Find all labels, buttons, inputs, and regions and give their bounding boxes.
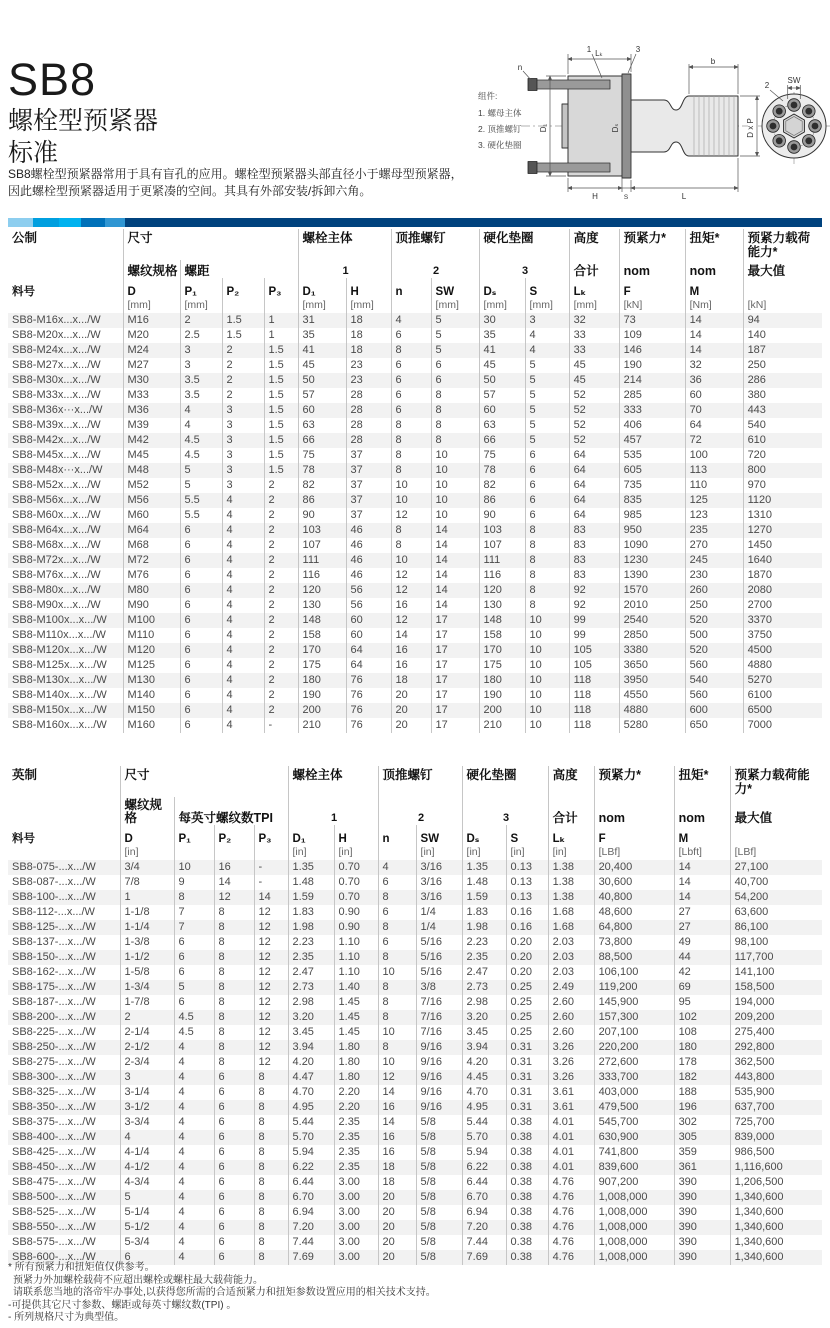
- table-row: SB8-M20x...x.../W M20 2.5 1.5 1 35 18 6 5 35 4 33 109 14 140: [8, 328, 822, 343]
- metric-table-body: [8, 313, 822, 733]
- table-row: SB8-187-...x.../W 1-7/8 6 8 12 2.98 1.45 8 7/16 2.98 0.25 2.60 145,900 95 194,000: [8, 995, 822, 1010]
- col-f-unit: [LBf]: [598, 846, 621, 858]
- footnote-line: * 所有预紧力和扭矩值仅供参考。: [8, 1262, 155, 1273]
- col-d-symbol: D: [124, 833, 133, 845]
- sub-height-total: 合计: [569, 260, 619, 278]
- table-row: SB8-M64x...x.../W M64 6 4 2 103 46 8 14 103 8 83 950 235 1270: [8, 523, 822, 538]
- front-view: [758, 76, 830, 164]
- table-row: SB8-M42x...x.../W M42 4.5 3 1.5 66 28 8 8 66 5 52 457 72 610: [8, 433, 822, 448]
- col-ds-symbol: Dₛ: [483, 286, 497, 298]
- table-row: SB8-M130x...x.../W M130 6 4 2 180 76 18 17 180 10 118 3950 540 5270: [8, 673, 822, 688]
- dim-label-lk: Lₖ: [595, 49, 603, 58]
- product-variant: 标准: [8, 139, 59, 167]
- tensioner-drawing: [476, 38, 830, 216]
- table-row: SB8-275-...x.../W 2-3/4 4 8 12 4.20 1.80 10 9/16 4.20 0.31 3.26 272,600 178 362,500: [8, 1055, 822, 1070]
- table-row: SB8-M140x...x.../W M140 6 4 2 190 76 20 17 190 10 118 4550 560 6100: [8, 688, 822, 703]
- region-label: 英制: [12, 768, 38, 782]
- legend-title: 组件:: [478, 91, 498, 101]
- col-p3-unit: [269, 299, 296, 312]
- table-row: SB8-575-...x.../W 5-3/4 4 6 8 7.44 3.00 20 5/8 7.44 0.38 4.76 1,008,000 390 1,340,600: [8, 1235, 822, 1250]
- col-m-unit: [Nm]: [689, 299, 712, 311]
- region-label: 公制: [12, 231, 38, 245]
- title-block: [8, 56, 158, 168]
- col-f-symbol: F: [598, 833, 606, 845]
- table-row: SB8-M160x...x.../W M160 6 4 - 210 76 20 17 210 10 118 5280 650 7000: [8, 718, 822, 733]
- accent-segment: [8, 218, 33, 227]
- table-row: SB8-M52x...x.../W M52 5 3 2 82 37 10 10 82 6 64 735 110 970: [8, 478, 822, 493]
- component-ref-1: 1: [298, 260, 391, 278]
- sub-tpi: 每英寸螺纹数TPI: [174, 797, 288, 825]
- col-sw-symbol: SW: [435, 286, 455, 298]
- accent-bar: [8, 218, 822, 227]
- table-row: SB8-M36x···x.../W M36 4 3 1.5 60 28 6 8 60 5 52 333 70 443: [8, 403, 822, 418]
- product-diagram: [476, 38, 830, 216]
- col-cap-symbol: [748, 286, 820, 299]
- table-row: SB8-225-...x.../W 2-1/4 4.5 8 12 3.45 1.45 10 7/16 3.45 0.25 2.60 207,100 108 275,400: [8, 1025, 822, 1040]
- imperial-table-body: [8, 860, 822, 1265]
- accent-segment: [81, 218, 105, 227]
- col-p2-symbol: P₂: [218, 833, 232, 845]
- jackbolt-top: [536, 80, 610, 89]
- component-ref-2: 2: [378, 797, 462, 825]
- legend-item-jack-screw: 2. 顶推螺钉: [478, 124, 522, 134]
- group-washer: 硬化垫圈: [462, 766, 548, 797]
- table-row: SB8-M72x...x.../W M72 6 4 2 111 46 10 14 111 8 83 1230 245 1640: [8, 553, 822, 568]
- col-d-symbol: D: [127, 286, 136, 298]
- footnote-line: - 所列规格尺寸为典型值。: [8, 1312, 125, 1323]
- table-row: SB8-M100x...x.../W M100 6 4 2 148 60 12 17 148 10 99 2540 520 3370: [8, 613, 822, 628]
- table-row: SB8-M90x...x.../W M90 6 4 2 130 56 16 14 130 8 92 2010 250 2700: [8, 598, 822, 613]
- col-p1-unit: [179, 846, 212, 859]
- group-jack-screw: 顶推螺钉: [378, 766, 462, 797]
- footnote-line: 预紧力外加螺栓载荷不应超出螺栓或螺柱最大载荷能力。: [13, 1274, 263, 1286]
- jackbolt-bottom: [536, 163, 610, 172]
- col-cap-unit: [kN]: [747, 299, 767, 311]
- dim-label-ds: Dₛ: [611, 123, 620, 133]
- table-row: SB8-M120x...x.../W M120 6 4 2 170 64 16 17 170 10 105 3380 520 4500: [8, 643, 822, 658]
- col-f-symbol: F: [623, 286, 631, 298]
- col-cap-unit: [LBf]: [734, 846, 757, 858]
- table-row: SB8-375-...x.../W 3-3/4 4 6 8 5.44 2.35 14 5/8 5.44 0.38 4.01 545,700 302 725,700: [8, 1115, 822, 1130]
- footnote-line: -可提供其它尺寸参数、螺距或每英寸螺纹数(TPI) 。: [8, 1299, 237, 1311]
- imperial-table: [8, 766, 822, 1265]
- col-p1-symbol: P₁: [178, 833, 191, 845]
- col-s-symbol: S: [529, 286, 538, 298]
- hardened-washer: [622, 74, 631, 178]
- table-row: SB8-M60x...x.../W M60 5.5 4 2 90 37 12 10 90 6 64 985 123 1310: [8, 508, 822, 523]
- component-ref-2: 2: [391, 260, 479, 278]
- group-height: 高度: [548, 766, 594, 797]
- table-row: SB8-325-...x.../W 3-1/4 4 6 8 4.70 2.20 14 9/16 4.70 0.31 3.61 403,000 188 535,900: [8, 1085, 822, 1100]
- col-n-unit: [383, 846, 414, 859]
- col-p2-unit: [227, 299, 262, 312]
- callout-1: 1: [586, 45, 592, 54]
- metric-table: [8, 229, 822, 733]
- callout-3: 3: [635, 45, 641, 54]
- col-ds-symbol: Dₛ: [466, 833, 480, 845]
- dim-label-sw: SW: [787, 76, 801, 85]
- sub-thread-spec: 螺纹规格: [123, 260, 180, 278]
- component-ref-1: 1: [288, 797, 378, 825]
- col-n-unit: [396, 299, 429, 312]
- col-cap-symbol: [735, 833, 820, 846]
- dim-label-l: L: [681, 192, 687, 201]
- table-row: SB8-M33x...x.../W M33 3.5 2 1.5 57 28 6 8 57 5 52 285 60 380: [8, 388, 822, 403]
- table-row: SB8-200-...x.../W 2 4.5 8 12 3.20 1.45 8 7/16 3.20 0.25 2.60 157,300 102 209,200: [8, 1010, 822, 1025]
- group-size: 尺寸: [120, 766, 288, 797]
- col-p3-symbol: P₃: [258, 833, 272, 845]
- col-p1-unit: [mm]: [184, 299, 208, 311]
- col-h-unit: [mm]: [350, 299, 374, 311]
- footnote-line: 请联系您当地的洛帝牢办事处,以获得您所需的合适预紧力和扭矩参数设置应用的相关技术支持。: [13, 1287, 436, 1298]
- table-row: SB8-M150x...x.../W M150 6 4 2 200 76 20 17 200 10 118 4880 600 6500: [8, 703, 822, 718]
- table-row: SB8-075-...x.../W 3/4 10 16 - 1.35 0.70 4 3/16 1.35 0.13 1.38 20,400 14 27,100: [8, 860, 822, 875]
- part-number-label: 料号: [12, 833, 35, 845]
- accent-segment: [125, 218, 822, 227]
- col-d1-symbol: D₁: [292, 833, 306, 845]
- col-ds-unit: [mm]: [483, 299, 507, 311]
- product-description: [8, 166, 478, 200]
- col-sw-symbol: SW: [420, 833, 440, 845]
- dim-label-d1: D₁: [539, 123, 548, 133]
- col-sw-unit: [in]: [420, 846, 435, 858]
- col-lk-unit: [mm]: [573, 299, 597, 311]
- group-size: 尺寸: [123, 229, 298, 260]
- group-torque: 扭矩*: [674, 766, 730, 797]
- component-ref-3: 3: [462, 797, 548, 825]
- col-m-unit: [Lbft]: [678, 846, 702, 858]
- col-m-symbol: M: [678, 833, 689, 845]
- col-s-unit: [mm]: [529, 299, 553, 311]
- sub-capacity-max: 最大值: [730, 797, 822, 825]
- col-s-symbol: S: [510, 833, 519, 845]
- sub-capacity-max: 最大值: [743, 260, 822, 278]
- footnotes: [8, 1262, 436, 1325]
- legend-item-nut-body: 1. 螺母主体: [478, 108, 522, 118]
- col-h-symbol: H: [338, 833, 347, 845]
- table-row: SB8-M24x...x.../W M24 3 2 1.5 41 18 8 5 41 4 33 146 14 187: [8, 343, 822, 358]
- col-ds-unit: [in]: [466, 846, 481, 858]
- group-torque: 扭矩*: [685, 229, 743, 260]
- table-row: SB8-M30x...x.../W M30 3.5 2 1.5 50 23 6 6 50 5 45 214 36 286: [8, 373, 822, 388]
- sub-torque-nom: nom: [674, 797, 730, 825]
- table-row: SB8-M39x...x.../W M39 4 3 1.5 63 28 8 8 63 5 52 406 64 540: [8, 418, 822, 433]
- table-row: SB8-137-...x.../W 1-3/8 6 8 12 2.23 1.10 6 5/16 2.23 0.20 2.03 73,800 49 98,100: [8, 935, 822, 950]
- table-row: SB8-125-...x.../W 1-1/4 7 8 12 1.98 0.90 8 1/4 1.98 0.16 1.68 64,800 27 86,100: [8, 920, 822, 935]
- accent-segment: [105, 218, 125, 227]
- col-h-symbol: H: [350, 286, 359, 298]
- table-row: SB8-450-...x.../W 4-1/2 4 6 8 6.22 2.35 18 5/8 6.22 0.38 4.01 839,600 361 1,116,600: [8, 1160, 822, 1175]
- col-f-unit: [kN]: [623, 299, 643, 311]
- component-ref-3: 3: [479, 260, 569, 278]
- part-number-label: 料号: [12, 286, 35, 298]
- bolt-shaft: [631, 96, 738, 156]
- col-n-symbol: n: [395, 286, 403, 298]
- group-preload: 预紧力*: [619, 229, 685, 260]
- col-p2-unit: [219, 846, 252, 859]
- col-d-unit: [mm]: [127, 299, 151, 311]
- col-d1-unit: [in]: [292, 846, 307, 858]
- table-row: SB8-162-...x.../W 1-5/8 6 8 12 2.47 1.10 10 5/16 2.47 0.20 2.03 106,100 42 141,100: [8, 965, 822, 980]
- group-washer: 硬化垫圈: [479, 229, 569, 260]
- col-p1-symbol: P₁: [184, 286, 197, 298]
- group-bolt-body: 螺栓主体: [298, 229, 391, 260]
- group-capacity: 预紧力载荷能力*: [730, 766, 822, 797]
- col-m-symbol: M: [689, 286, 700, 298]
- table-row: SB8-M48x···x.../W M48 5 3 1.5 78 37 8 10 78 6 64 605 113 800: [8, 463, 822, 478]
- table-row: SB8-600-...x.../W 6 4 6 8 7.69 3.00 20 5/8 7.69 0.38 4.76 1,008,000 390 1,340,600: [8, 1250, 822, 1265]
- table-row: SB8-M76x...x.../W M76 6 4 2 116 46 12 14 116 8 83 1390 230 1870: [8, 568, 822, 583]
- description-line-1: SB8螺栓型预紧器常用于具有盲孔的应用。螺栓型预紧器头部直径小于螺母型预紧器，: [8, 167, 463, 181]
- table-row: SB8-500-...x.../W 5 4 6 8 6.70 3.00 20 5/8 6.70 0.38 4.76 1,008,000 390 1,340,600: [8, 1190, 822, 1205]
- table-row: SB8-300-...x.../W 3 4 6 8 4.47 1.80 12 9/16 4.45 0.31 3.26 333,700 182 443,800: [8, 1070, 822, 1085]
- col-d-unit: [in]: [124, 846, 139, 858]
- accent-segment: [59, 218, 81, 227]
- col-d1-unit: [mm]: [302, 299, 326, 311]
- table-row: SB8-175-...x.../W 1-3/4 5 8 12 2.73 1.40 8 3/8 2.73 0.25 2.49 119,200 69 158,500: [8, 980, 822, 995]
- sub-pitch: 螺距: [180, 260, 298, 278]
- table-row: SB8-525-...x.../W 5-1/4 4 6 8 6.94 3.00 20 5/8 6.94 0.38 4.76 1,008,000 390 1,340,600: [8, 1205, 822, 1220]
- table-row: SB8-M110x...x.../W M110 6 4 2 158 60 14 17 158 10 99 2850 500 3750: [8, 628, 822, 643]
- table-row: SB8-M16x...x.../W M16 2 1.5 1 31 18 4 5 30 3 32 73 14 94: [8, 313, 822, 328]
- group-height: 高度: [569, 229, 619, 260]
- sub-preload-nom: nom: [619, 260, 685, 278]
- col-lk-unit: [in]: [552, 846, 567, 858]
- accent-segment: [33, 218, 59, 227]
- group-preload: 预紧力*: [594, 766, 674, 797]
- table-row: SB8-425-...x.../W 4-1/4 4 6 8 5.94 2.35 16 5/8 5.94 0.38 4.01 741,800 359 986,500: [8, 1145, 822, 1160]
- col-p3-unit: [259, 846, 286, 859]
- table-row: SB8-M80x...x.../W M80 6 4 2 120 56 12 14 120 8 92 1570 260 2080: [8, 583, 822, 598]
- dim-label-h: H: [592, 192, 598, 201]
- col-sw-unit: [mm]: [435, 299, 459, 311]
- group-jack-screw: 顶推螺钉: [391, 229, 479, 260]
- table-row: SB8-400-...x.../W 4 4 6 8 5.70 2.35 16 5/8 5.70 0.38 4.01 630,900 305 839,000: [8, 1130, 822, 1145]
- table-row: SB8-100-...x.../W 1 8 12 14 1.59 0.70 8 3/16 1.59 0.13 1.38 40,800 14 54,200: [8, 890, 822, 905]
- sub-height-total: 合计: [548, 797, 594, 825]
- col-p2-symbol: P₂: [226, 286, 240, 298]
- col-lk-symbol: Lₖ: [573, 286, 587, 298]
- callout-2: 2: [764, 81, 770, 90]
- group-bolt-body: 螺栓主体: [288, 766, 378, 797]
- col-h-unit: [in]: [338, 846, 353, 858]
- dim-label-s: S: [623, 194, 629, 201]
- dim-label-dxp: D x P: [746, 118, 755, 138]
- product-subtitle: 螺栓型预紧器: [8, 107, 159, 135]
- col-n-symbol: n: [382, 833, 390, 845]
- sub-preload-nom: nom: [594, 797, 674, 825]
- table-row: SB8-087-...x.../W 7/8 9 14 - 1.48 0.70 6 3/16 1.48 0.13 1.38 30,600 14 40,700: [8, 875, 822, 890]
- sub-torque-nom: nom: [685, 260, 743, 278]
- table-row: SB8-M56x...x.../W M56 5.5 4 2 86 37 10 10 86 6 64 835 125 1120: [8, 493, 822, 508]
- table-row: SB8-M68x...x.../W M68 6 4 2 107 46 8 14 107 8 83 1090 270 1450: [8, 538, 822, 553]
- sub-thread-spec: 螺纹规格: [120, 797, 174, 825]
- table-row: SB8-475-...x.../W 4-3/4 4 6 8 6.44 3.00 18 5/8 6.44 0.38 4.76 907,200 390 1,206,500: [8, 1175, 822, 1190]
- group-capacity: 预紧力载荷能力*: [743, 229, 822, 260]
- table-row: SB8-250-...x.../W 2-1/2 4 8 12 3.94 1.80 8 9/16 3.94 0.31 3.26 220,200 180 292,800: [8, 1040, 822, 1055]
- table-row: SB8-112-...x.../W 1-1/8 7 8 12 1.83 0.90 6 1/4 1.83 0.16 1.68 48,600 27 63,600: [8, 905, 822, 920]
- col-d1-symbol: D₁: [302, 286, 316, 298]
- dim-label-n: n: [517, 63, 523, 72]
- dim-label-b: b: [710, 57, 716, 66]
- jackbolt-bottom-head: [528, 162, 537, 174]
- table-row: SB8-150-...x.../W 1-1/2 6 8 12 2.35 1.10 8 5/16 2.35 0.20 2.03 88,500 44 117,700: [8, 950, 822, 965]
- table-row: SB8-350-...x.../W 3-1/2 4 6 8 4.95 2.20 16 9/16 4.95 0.31 3.61 479,500 196 637,700: [8, 1100, 822, 1115]
- col-lk-symbol: Lₖ: [552, 833, 566, 845]
- col-p3-symbol: P₃: [268, 286, 282, 298]
- table-row: SB8-M27x...x.../W M27 3 2 1.5 45 23 6 6 45 5 45 190 32 250: [8, 358, 822, 373]
- table-row: SB8-M125x...x.../W M125 6 4 2 175 64 16 17 175 10 105 3650 560 4880: [8, 658, 822, 673]
- table-row: SB8-M45x...x.../W M45 4.5 3 1.5 75 37 8 10 75 6 64 535 100 720: [8, 448, 822, 463]
- description-line-2: 因此螺栓型预紧器适用于更紧凑的空间。其具有外部安装/拆卸六角。: [8, 184, 372, 198]
- product-name: SB8: [8, 54, 97, 105]
- col-s-unit: [in]: [510, 846, 525, 858]
- legend-item-washer: 3. 硬化垫圈: [478, 140, 522, 150]
- table-row: SB8-550-...x.../W 5-1/2 4 6 8 7.20 3.00 20 5/8 7.20 0.38 4.76 1,008,000 390 1,340,600: [8, 1220, 822, 1235]
- jackbolt-top-head: [528, 79, 537, 91]
